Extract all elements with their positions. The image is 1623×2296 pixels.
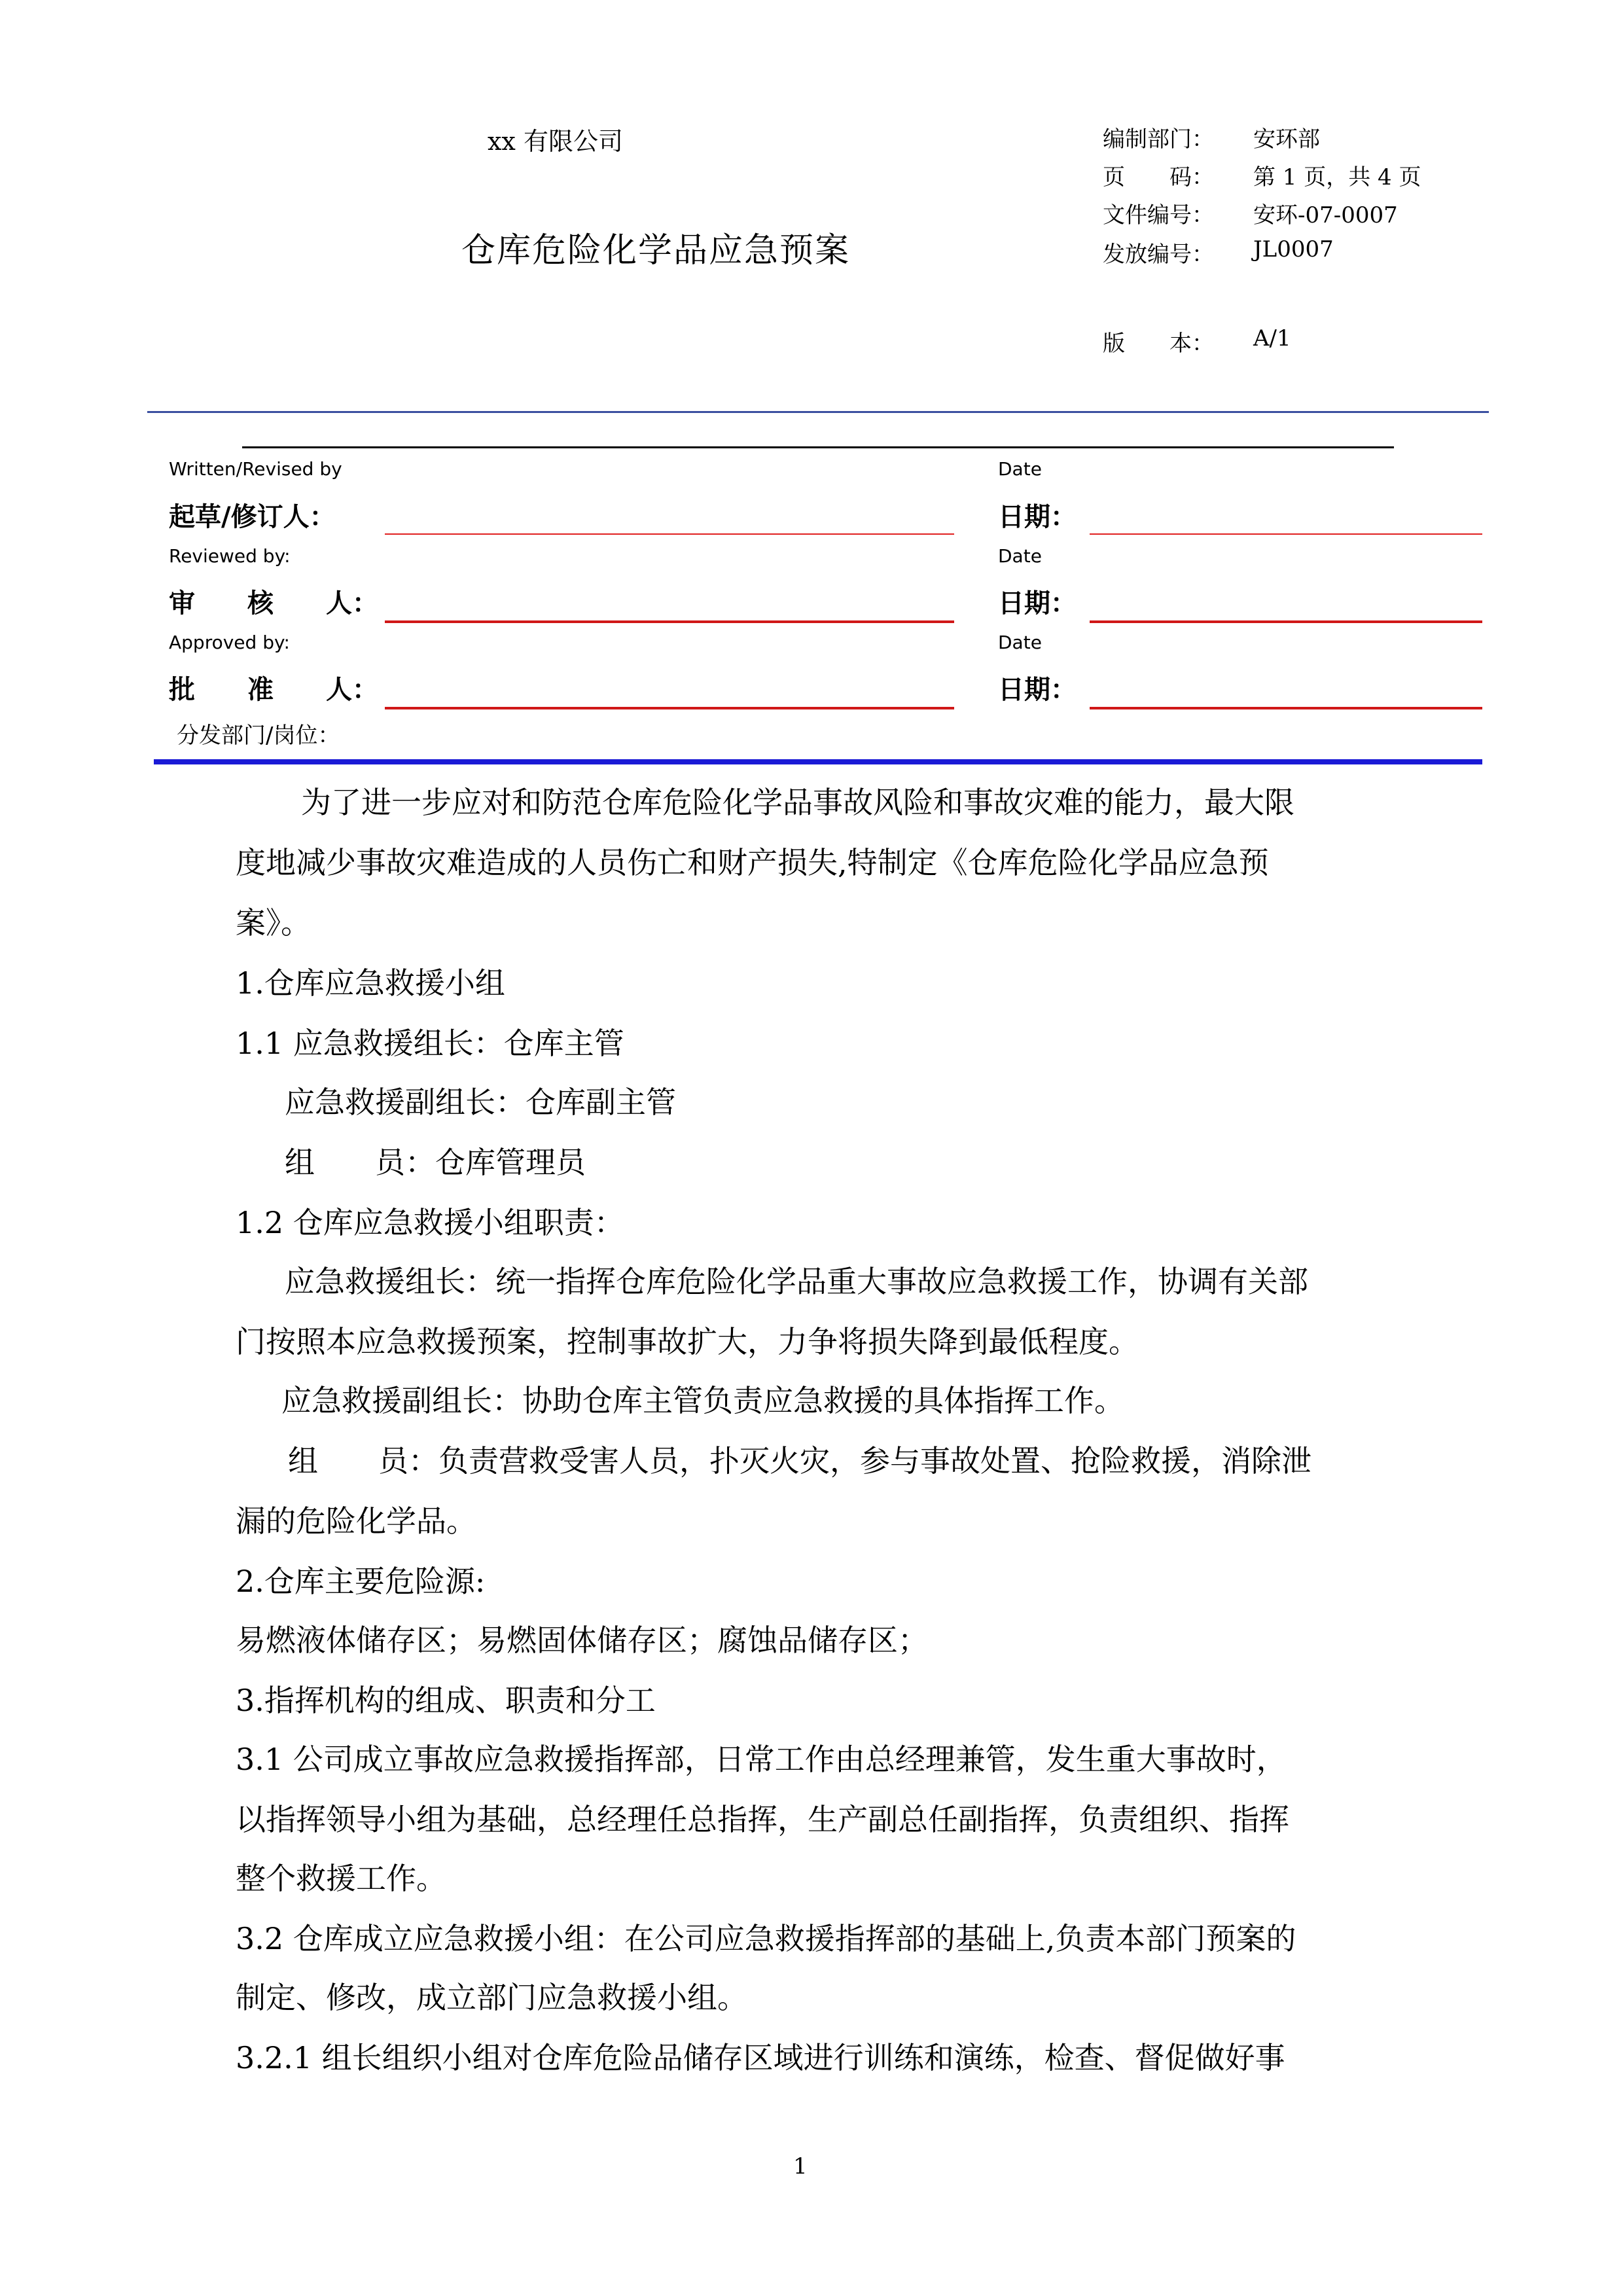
paragraph-line: 3.2.1 组长组织小组对仓库危险品储存区域进行训练和演练，检查、督促做好事: [236, 2040, 1285, 2075]
date-en-label: Date: [998, 632, 1042, 653]
reviewer-date-line[interactable]: [1090, 620, 1482, 623]
meta-label: 发放编号：: [1103, 242, 1214, 268]
signoff-top-rule: [242, 446, 1394, 448]
reviewed-cn-label: 审 核 人：: [169, 588, 378, 619]
paragraph-line: 整个救援工作。: [236, 1861, 446, 1896]
date-cn-label: 日期：: [998, 588, 1077, 619]
paragraph-line: 易燃液体储存区；易燃固体储存区；腐蚀品储存区；: [236, 1623, 928, 1658]
paragraph-line: 1.2 仓库应急救援小组职责：: [236, 1205, 624, 1240]
header-divider: [147, 411, 1489, 413]
meta-value: 安环-07-0007: [1253, 202, 1398, 228]
date-en-label: Date: [998, 458, 1042, 480]
meta-label: 版 本：: [1103, 331, 1214, 357]
paragraph-line: 制定、修改，成立部门应急救援小组。: [236, 1980, 747, 2015]
paragraph-line: 应急救援副组长：仓库副主管: [285, 1085, 676, 1120]
section-heading: 3.指挥机构的组成、职责和分工: [236, 1683, 656, 1718]
written-signature-line[interactable]: [385, 533, 954, 535]
signoff-bottom-rule: [154, 759, 1482, 764]
meta-value: 第 1 页，共 4 页: [1253, 164, 1421, 190]
company-name: xx 有限公司: [488, 127, 623, 156]
paragraph-line: 1.1 应急救援组长：仓库主管: [236, 1026, 624, 1061]
paragraph-line: 组 员：负责营救受害人员，扑灭火灾，参与事故处置、抢险救援，消除泄: [288, 1443, 1311, 1479]
paragraph-line: 为了进一步应对和防范仓库危险化学品事故风险和事故灾难的能力，最大限: [301, 785, 1294, 820]
date-en-label: Date: [998, 545, 1042, 567]
paragraph-line: 案》。: [236, 905, 311, 941]
paragraph-line: 以指挥领导小组为基础，总经理任总指挥，生产副总任副指挥，负责组织、指挥: [236, 1802, 1289, 1837]
paragraph-line: 应急救援副组长：协助仓库主管负责应急救援的具体指挥工作。: [281, 1383, 1124, 1418]
meta-label: 编制部门：: [1103, 126, 1214, 152]
paragraph-line: 漏的危险化学品。: [236, 1503, 476, 1539]
written-cn-label: 起草/修订人：: [169, 502, 336, 532]
paragraph-line: 组 员：仓库管理员: [285, 1145, 586, 1180]
date-cn-label: 日期：: [998, 502, 1077, 532]
approved-en-label: Approved by:: [169, 632, 290, 653]
document-title: 仓库危险化学品应急预案: [461, 231, 851, 270]
reviewer-signature-line[interactable]: [385, 620, 954, 623]
paragraph-line: 度地减少事故灾难造成的人员伤亡和财产损失,特制定《仓库危险化学品应急预: [236, 845, 1269, 880]
section-heading: 2.仓库主要危险源:: [236, 1564, 486, 1599]
section-heading: 1.仓库应急救援小组: [236, 965, 505, 1001]
paragraph-line: 门按照本应急救援预案，控制事故扩大，力争将损失降到最低程度。: [236, 1324, 1139, 1359]
approver-signature-line[interactable]: [385, 707, 954, 709]
reviewed-en-label: Reviewed by:: [169, 545, 291, 567]
meta-value: A/1: [1253, 325, 1291, 351]
approver-date-line[interactable]: [1090, 707, 1482, 709]
meta-value: JL0007: [1253, 236, 1334, 262]
page-number: 1: [793, 2153, 808, 2179]
paragraph-line: 应急救援组长：统一指挥仓库危险化学品重大事故应急救援工作，协调有关部: [285, 1264, 1308, 1299]
meta-label: 文件编号：: [1103, 202, 1214, 228]
paragraph-line: 3.2 仓库成立应急救援小组：在公司应急救援指挥部的基础上,负责本部门预案的: [236, 1921, 1296, 1956]
approved-cn-label: 批 准 人：: [169, 675, 378, 705]
meta-value: 安环部: [1253, 126, 1320, 152]
meta-label: 页 码：: [1103, 164, 1214, 190]
paragraph-line: 3.1 公司成立事故应急救援指挥部，日常工作由总经理兼管，发生重大事故时，: [236, 1742, 1287, 1777]
written-en-label: Written/Revised by: [169, 458, 342, 480]
distribution-label: 分发部门/岗位：: [177, 723, 340, 749]
written-date-line[interactable]: [1090, 533, 1482, 535]
date-cn-label: 日期：: [998, 675, 1077, 705]
